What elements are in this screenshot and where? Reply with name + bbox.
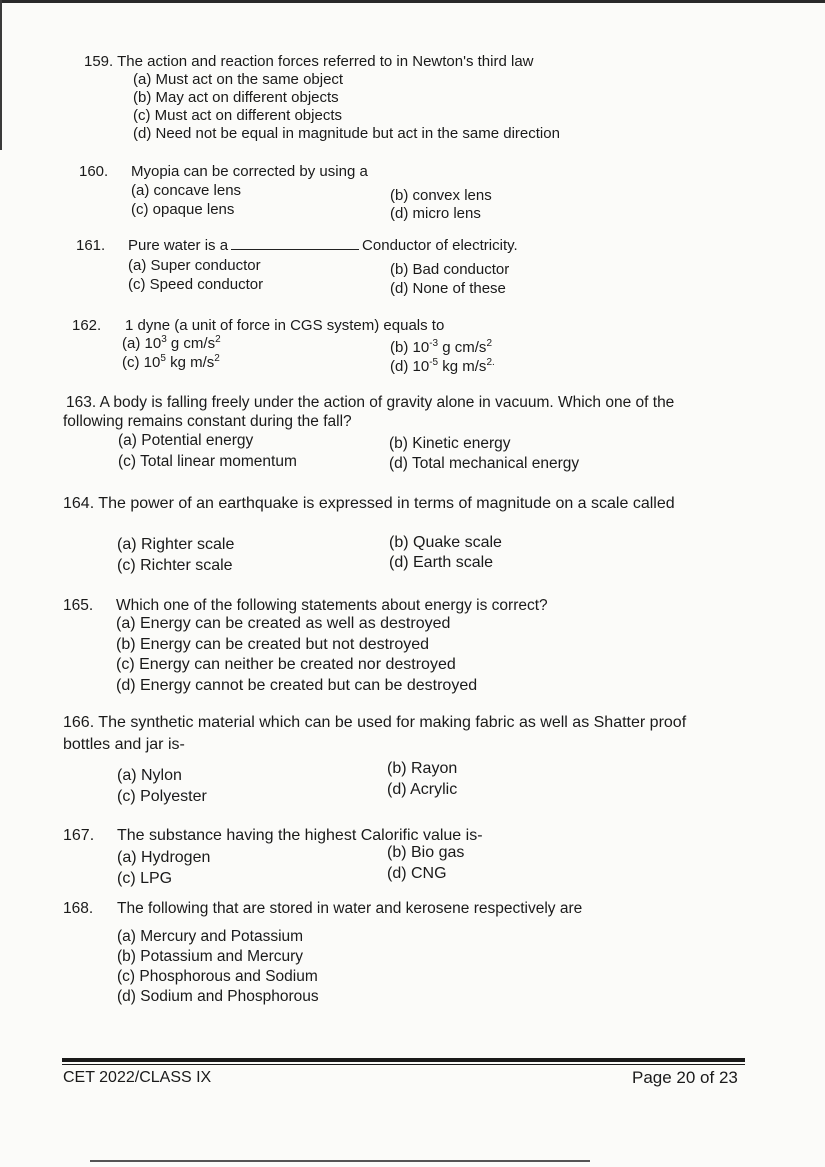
option-a: (a) $10^3$ g $cm/s^2$	[122, 334, 221, 352]
question-number: 168.	[63, 900, 94, 917]
option-a: (a) Righter scale	[117, 536, 235, 553]
option-d: (d) None of these	[390, 280, 506, 297]
footer-exam-label: CET 2022/CLASS IX	[63, 1069, 212, 1086]
question-stem: 164. The power of an earthquake is expressed in terms of magnitude on a scale called	[63, 495, 675, 512]
question-164	[63, 493, 738, 575]
option-b: (b) Rayon	[387, 760, 458, 777]
option-c: (c) opaque lens	[131, 201, 235, 218]
option-d: (d) Energy cannot be created but can be destroyed	[116, 676, 478, 694]
question-163	[63, 393, 738, 473]
option-b: (b) Energy can be created but not destroyed	[116, 635, 430, 653]
footer-page-number: Page 20 of 23	[632, 1068, 738, 1087]
scan-edge-top	[0, 0, 825, 3]
scan-edge-left	[0, 0, 2, 150]
option-d: (d) Acrylic	[387, 781, 458, 798]
question-stem: 1 dyne (a unit of force in CGS system) equals to	[125, 317, 445, 334]
option-d: (d) $10^{-5}$ kg $m/s^{2.}$	[390, 357, 495, 375]
option-a: (a) Super conductor	[128, 257, 261, 274]
question-number: 160.	[79, 163, 109, 180]
fill-in-blank	[231, 249, 359, 250]
question-stem-start: Pure water is a	[128, 237, 229, 254]
option-b: (b) $10^{-3}$ g $cm/s^2$	[390, 338, 492, 356]
question-number: 167.	[63, 827, 95, 844]
footer-rule-thin	[62, 1064, 745, 1065]
option-c: (c) Phosphorous and Sodium	[117, 968, 318, 985]
question-stem: 159. The action and reaction forces referred to in Newton's third law	[84, 53, 534, 70]
option-a: (a) Nylon	[117, 767, 182, 784]
question-stem: The substance having the highest Calorific value is-	[117, 827, 483, 844]
question-159	[84, 52, 560, 143]
question-number: 165.	[63, 597, 94, 614]
option-d: (d) Need not be equal in magnitude but act in the same direction	[133, 125, 560, 142]
question-160	[79, 162, 529, 222]
question-162	[72, 316, 572, 376]
question-stem: The following that are stored in water and kerosene respectively are	[117, 900, 583, 917]
option-d: (d) Sodium and Phosphorous	[117, 988, 319, 1005]
option-b: (b) Kinetic energy	[389, 435, 511, 452]
question-stem: Myopia can be corrected by using a	[131, 163, 368, 180]
scan-edge-bottom	[90, 1160, 590, 1162]
option-c: (c) Polyester	[117, 788, 207, 805]
footer-rule	[62, 1058, 745, 1062]
option-c: (c) Speed conductor	[128, 276, 264, 293]
option-b: (b) Bio gas	[387, 844, 465, 861]
option-c: (c) LPG	[117, 870, 173, 887]
question-number: 162.	[72, 317, 102, 334]
option-b: (b) Bad conductor	[390, 261, 510, 278]
option-b: (b) Potassium and Mercury	[117, 948, 304, 965]
option-c: (c) Richter scale	[117, 557, 233, 574]
option-b: (b) Quake scale	[389, 534, 502, 551]
question-166	[63, 712, 733, 807]
question-167	[63, 826, 663, 888]
option-c: (c) Energy can neither be created nor destroyed	[116, 656, 456, 673]
option-c: (c) Total linear momentum	[118, 453, 297, 470]
question-stem: Which one of the following statements about energy is correct?	[116, 597, 548, 614]
option-d: (d) CNG	[387, 865, 447, 882]
option-d: (d) micro lens	[390, 205, 481, 222]
option-a: (a) concave lens	[131, 182, 242, 199]
option-a: (a) Hydrogen	[117, 849, 211, 866]
option-c: (c) $10^5$ kg $m/s^2$	[122, 353, 220, 371]
option-a: (a) Mercury and Potassium	[117, 928, 304, 945]
question-stem: 163. A body is falling freely under the action of gravity alone in vacuum. Which one of the following remains constant during the fall?	[63, 394, 675, 430]
option-b: (b) May act on different objects	[133, 89, 339, 106]
option-d: (d) Total mechanical energy	[389, 455, 580, 472]
question-165	[63, 596, 663, 701]
option-a: (a) Energy can be created as well as destroyed	[116, 615, 451, 632]
option-d: (d) Earth scale	[389, 554, 494, 571]
option-c: (c) Must act on different objects	[133, 107, 342, 124]
question-stem-end: Conductor of electricity.	[362, 237, 518, 254]
option-b: (b) convex lens	[390, 187, 492, 204]
question-stem: 166. The synthetic material which can be used for making fabric as well as Shatter proof bottles and jar is-	[63, 714, 687, 753]
option-a: (a) Must act on the same object	[133, 71, 344, 88]
question-161	[76, 236, 576, 298]
option-a: (a) Potential energy	[118, 432, 254, 449]
question-number: 161.	[76, 237, 106, 254]
question-168	[63, 899, 683, 1009]
